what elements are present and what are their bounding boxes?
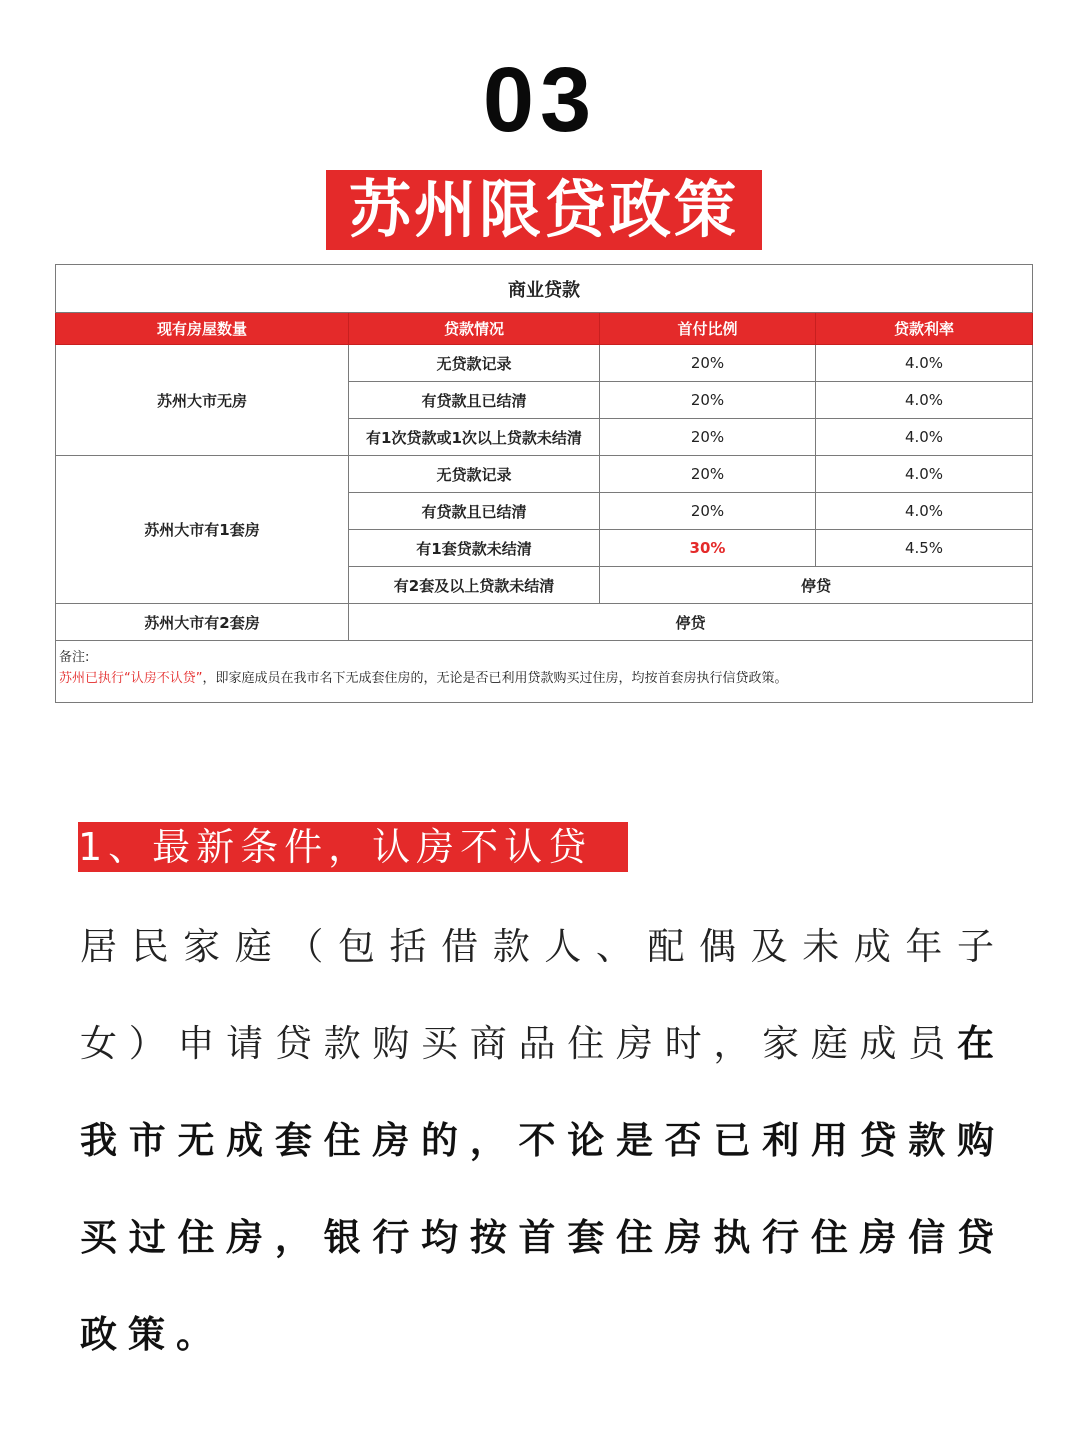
section-number: 03 xyxy=(482,49,598,151)
loan-rate-value: 4.0% xyxy=(816,419,1033,456)
loan-policy-table xyxy=(55,264,1033,703)
note-highlight: 苏州已执行“认房不认贷” xyxy=(59,671,203,686)
down-payment-value: 20% xyxy=(600,419,816,456)
loan-rate-value: 4.5% xyxy=(816,530,1033,567)
loan-condition: 无贷款记录 xyxy=(349,345,600,382)
loan-condition: 有2套及以上贷款未结清 xyxy=(349,567,600,604)
table-row xyxy=(56,456,1033,493)
paragraph-normal-text: 居民家庭（包括借款人、配偶及未成年子女）申请贷款购买商品住房时，家庭成员 xyxy=(80,925,1005,1065)
note-label: 备注: xyxy=(59,650,90,665)
group-label-no-house: 苏州大市无房 xyxy=(56,345,349,456)
loan-stopped-cell: 停贷 xyxy=(600,567,1033,604)
down-payment-value: 20% xyxy=(600,345,816,382)
header-loan-rate: 贷款利率 xyxy=(816,313,1033,345)
page-title: 苏州限贷政策 xyxy=(326,170,762,250)
table-row xyxy=(56,345,1033,382)
table-row xyxy=(56,604,1033,641)
loan-condition: 无贷款记录 xyxy=(349,456,600,493)
down-payment-value: 20% xyxy=(600,493,816,530)
header-house-count: 现有房屋数量 xyxy=(56,313,349,345)
loan-condition: 有贷款且已结清 xyxy=(349,493,600,530)
loan-rate-value: 4.0% xyxy=(816,382,1033,419)
loan-condition: 有贷款且已结清 xyxy=(349,382,600,419)
table-note xyxy=(56,641,1033,703)
note-text: ，即家庭成员在我市名下无成套住房的，无论是否已利用贷款购买过住房，均按首套房执行信贷政策。 xyxy=(202,671,788,686)
loan-rate-value: 4.0% xyxy=(816,456,1033,493)
down-payment-value: 20% xyxy=(600,382,816,419)
group-label-two-houses: 苏州大市有2套房 xyxy=(56,604,349,641)
table-header-row xyxy=(56,313,1033,345)
loan-condition: 有1套贷款未结清 xyxy=(349,530,600,567)
table-title-row xyxy=(56,265,1033,313)
table-title: 商业贷款 xyxy=(56,265,1033,313)
table-note-row xyxy=(56,641,1033,703)
down-payment-value-highlight: 30% xyxy=(600,530,816,567)
down-payment-value: 20% xyxy=(600,456,816,493)
loan-condition: 有1次贷款或1次以上贷款未结清 xyxy=(349,419,600,456)
loan-rate-value: 4.0% xyxy=(816,493,1033,530)
section-heading: 1、最新条件，认房不认贷 xyxy=(78,822,628,872)
loan-stopped-cell: 停贷 xyxy=(349,604,1033,641)
group-label-one-house: 苏州大市有1套房 xyxy=(56,456,349,604)
loan-rate-value: 4.0% xyxy=(816,345,1033,382)
paragraph-bold-text: 在我市无成套住房的，不论是否已利用贷款购买过住房，银行均按首套住房执行住房信贷政策。 xyxy=(80,1022,1005,1356)
header-loan-status: 贷款情况 xyxy=(349,313,600,345)
policy-paragraph xyxy=(80,898,1005,1383)
header-down-payment: 首付比例 xyxy=(600,313,816,345)
